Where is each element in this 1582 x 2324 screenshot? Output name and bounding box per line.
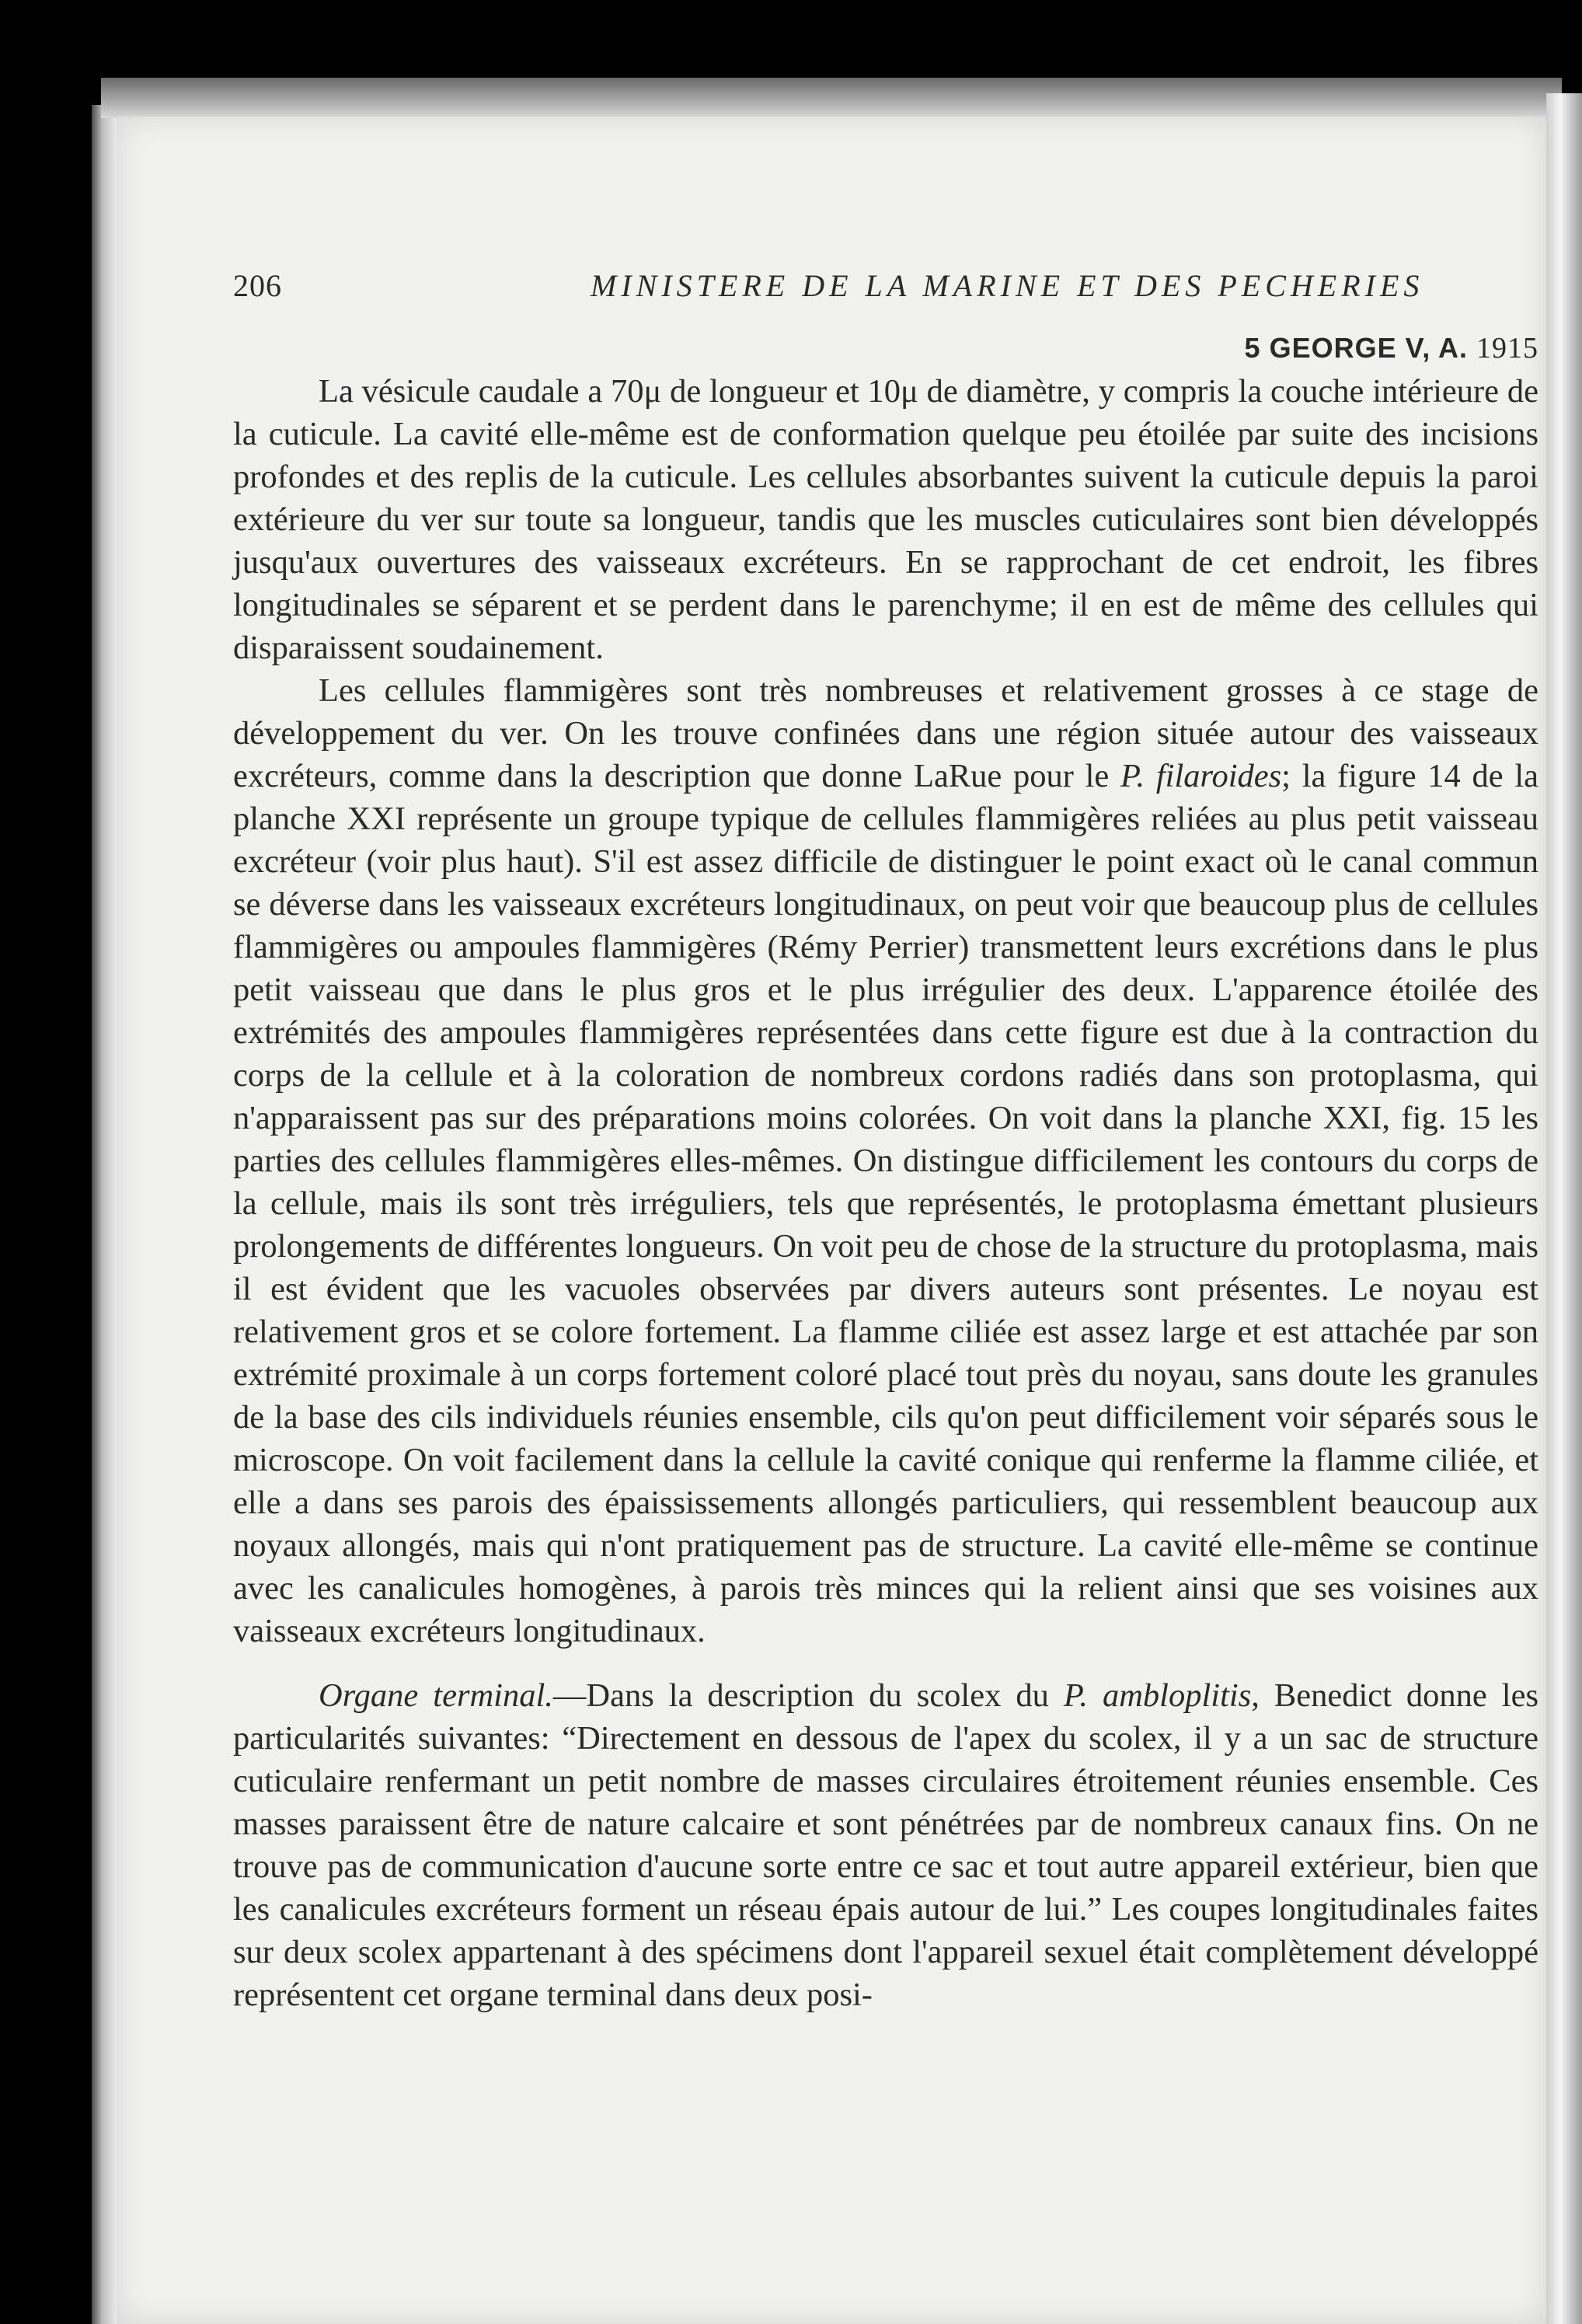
- paragraph-text: —Dans la description du scolex du: [552, 1677, 1064, 1714]
- paragraph-text: μ: [643, 373, 662, 410]
- paragraph-text: de longueur et 10: [661, 373, 901, 410]
- session-year: 1915: [1476, 332, 1538, 365]
- paragraph: [233, 1674, 1538, 2016]
- session-line: [233, 326, 1538, 370]
- journal-title: MINISTERE DE LA MARINE ET DES PECHERIES: [591, 268, 1424, 303]
- paragraph-text: , Benedict donne les particularités suivantes: “Directement en dessous de l'apex du scolex, il y a un sac de structure cuticulaire renfermant un petit nombre de masses circulaires étroitement réunies ensemble. Ces masses paraissent être de nature calcaire et sont pénétrées par de nombreux canaux fins. On ne trouve pas de communication d'aucune sorte entre ce sac et tout autre appareil extérieur, bien que les canalicules excréteurs forment un réseau épais autour de lui.” Les coupes longitudinales faites sur deux scolex appartenant à des spécimens dont l'appareil sexuel était complètement développé représentent cet organe terminal dans deux posi-: [233, 1677, 1538, 2013]
- paragraph: [233, 669, 1538, 1652]
- page-number: 206: [233, 268, 282, 303]
- page-body: [233, 264, 1538, 2016]
- italic-text: Organe terminal.: [319, 1677, 553, 1714]
- paragraph-text: La vésicule caudale a 70: [319, 373, 644, 410]
- italic-text: P. ambloplitis: [1063, 1677, 1252, 1714]
- italic-text: P. filaroides: [1120, 758, 1282, 794]
- paragraph-text: de diamètre, y compris la couche intérieure de la cuticule. La cavité elle-même est de conformation quelque peu étoilée par suite des incisions profondes et des replis de la cuticule. Les cellules absorbantes suivent la cuticule depuis la paroi extérieure du ver sur toute sa longueur, tandis que les muscles cuticulaires sont bien développés jusqu'aux ouvertures des vaisseaux excréteurs. En se rapprochant de cet endroit, les fibres longitudinales se séparent et se perdent dans le parenchyme; il en est de même des cellules qui disparaissent soudainement.: [233, 373, 1538, 666]
- paragraph-text: Les cellules flammigères sont très nombreuses et relativement grosses à ce stage de développement du ver. On les trouve confinées dans une région située autour des vaisseaux excréteurs, comme dans la description que donne LaRue pour le: [233, 672, 1538, 794]
- body-text: [233, 370, 1538, 2016]
- page-stack-edge: [92, 105, 118, 2324]
- page-fore-edge: [1546, 93, 1582, 2324]
- session-label: 5 GEORGE V, A.: [1244, 332, 1468, 364]
- paragraph-text: ; la figure 14 de la planche XXI représente un groupe typique de cellules flammigères reliées au plus petit vaisseau excréteur (voir plus haut). S'il est assez difficile de distinguer le point exact où le canal commun se déverse dans les vaisseaux excréteurs longitudinaux, on peut voir que beaucoup plus de cellules flammigères ou ampoules flammigères (Rémy Perrier) transmettent leurs excrétions dans le plus petit vaisseau que dans le plus gros et le plus irrégulier des deux. L'apparence étoilée des extrémités des ampoules flammigères représentées dans cette figure est due à la contraction du corps de la cellule et à la coloration de nombreux cordons radiés dans son protoplasma, qui n'apparaissent pas sur des préparations moins colorées. On voit dans la planche XXI, fig. 15 les parties des cellules flammigères elles-mêmes. On distingue difficilement les contours du corps de la cellule, mais ils sont très irréguliers, tels que représentés, le protoplasma émettant plusieurs prolongements de différentes longueurs. On voit peu de chose de la structure du protoplasma, mais il est évident que les vacuoles observées par divers auteurs sont présentes. Le noyau est relativement gros et se colore fortement. La flamme ciliée est assez large et est attachée par son extrémité proximale à un corps fortement coloré placé tout près du noyau, sans doute les granules de la base des cils individuels réunies ensemble, cils qu'on peut difficilement voir séparés sous le microscope. On voit facilement dans la cellule la cavité conique qui renferme la flamme ciliée, et elle a dans ses parois des épaississements allongés particuliers, qui ressemblent beaucoup aux noyaux allongés, mais qui n'ont pratiquement pas de structure. La cavité elle-même se continue avec les canalicules homogènes, à parois très minces qui la relient ainsi que ses voisines aux vaisseaux excréteurs longitudinaux.: [233, 758, 1538, 1649]
- paragraph-text: μ: [901, 373, 918, 410]
- paragraph: [233, 370, 1538, 669]
- page-stack-top-edge: [101, 78, 1562, 118]
- running-head: [233, 264, 1538, 311]
